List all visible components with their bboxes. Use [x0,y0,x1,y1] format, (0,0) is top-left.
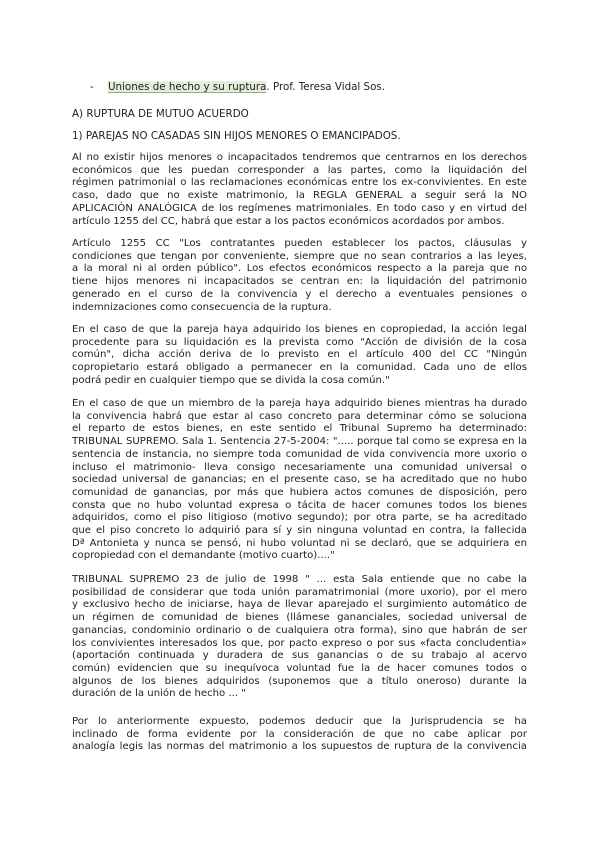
paragraph-6 [72,716,527,754]
text-line: duración de la unión de hecho ... " [72,688,246,700]
text-line: TRIBUNAL SUPREMO. Sala 1. Sentencia 27-5-2004: "..... porque tal como se expresa en la [72,436,527,448]
text-line: incluso el matrimonio- lleva consigo necesariamente una comunidad universal o [72,461,527,473]
text-line: procedente para su liquidación es la prevista como "Acción de división de la cosa [72,336,527,348]
text-line: Al no existir hijos menores o incapacitados tendremos que centrarnos en los derechos [72,152,527,163]
text-line: Por lo anteriormente expuesto, podemos deducir que la Jurisprudencia se ha [72,716,527,727]
paragraph-1 [72,152,527,228]
text-line: comunidad de ganancias, por más que hubiera actos comunes de disposición, pero [72,486,527,498]
text-line: (aportación continuada y duradera de sus ganancias o de su trabajo al acervo [72,650,527,662]
text-line: adquiridos, como el piso litigioso (motivo segundo); por otra parte, se ha acreditado [72,512,527,524]
text-line: los convivientes interesados los que, por pacto expreso o por sus «facta concludentia» [72,637,527,649]
text-line: indemnizaciones como consecuencia de la ruptura. [72,301,332,313]
text-line: consta que no hubo voluntad expresa o tácita de hacer comunes todos los bienes [72,499,527,511]
section-heading-a: A) RUPTURA DE MUTUO ACUERDO [72,108,249,120]
bullet-dash: - [90,81,94,93]
text-line: régimen patrimonial o las reclamaciones económicas entre los ex-convivientes. En este [72,177,527,189]
text-line: que el piso concreto lo adquirió para sí y sin ninguna voluntad en contra, la fallecida [72,525,527,537]
text-line: condiciones que tengan por conveniente, siempre que no sean contrarios a las leyes, [72,250,527,262]
title-author: . Prof. Teresa Vidal Sos. [266,81,386,93]
text-line: Dª Antonieta y nunca se pensó, ni hubo voluntad ni se declaró, que se adquiriera en [72,537,527,549]
text-line: posibilidad de considerar que toda unión paramatrimonial (more uxorio), por el mero [72,586,527,598]
text-line: caso, dado que no existe matrimonio, la REGLA GENERAL a seguir será la NO [72,190,527,202]
text-line: generado en el curso de la convivencia y el derecho a eventuales pensiones o [72,288,527,300]
text-line: TRIBUNAL SUPREMO 23 de julio de 1998 " ... esta Sala entiende que no cabe la [72,574,527,585]
paragraph-3 [72,324,527,388]
text-line: un régimen de comunidad de bienes (llámese gananciales, sociedad universal de [72,612,527,624]
text-line: En el caso de que un miembro de la pareja haya adquirido bienes mientras ha durado [72,398,527,409]
paragraph-4 [72,398,527,563]
text-line: En el caso de que la pareja haya adquirido los bienes en copropiedad, la acción legal [72,324,527,335]
text-line: la convivencia habrá que estar al caso concreto para determinar cómo se soluciona [72,410,527,422]
text-line: algunos de los bienes adquiridos (suponemos que a título oneroso) durante la [72,675,527,687]
text-line: a la moral ni al orden público". Los efectos económicos respecto a la pareja que no [72,263,527,275]
text-line: ganancias, condominio ordinario o de cualquiera otra forma), sino que habrán de ser [72,624,527,636]
text-line: económicos que les puedan corresponder a las partes, como la liquidación del [72,164,527,176]
text-line: inclinado de forma evidente por la consideración de que no cabe aplicar por [72,728,527,740]
text-line: APLICACIÓN ANALÓGICA de los regímenes matrimoniales. En todo caso y en virtud del [72,202,527,214]
text-line: tiene hijos menores ni incapacitados se centran en: la liquidación del patrimonio [72,276,527,288]
text-line: podrá pedir en cualquier tiempo que se divida la cosa común." [72,374,390,386]
text-line: común", dicha acción deriva de lo previsto en el artículo 400 del CC "Ningún [72,349,527,361]
title-highlight-link[interactable]: Uniones de hecho y su ruptura [108,81,267,93]
text-line: Artículo 1255 CC "Los contratantes pueden establecer los pactos, cláusulas y [72,238,527,249]
text-line: y exclusivo hecho de iniciarse, haya de llevar aparejado el surgimiento automático de [72,599,527,611]
text-line: analogía legis las normas del matrimonio a los supuestos de ruptura de la convivencia [72,741,527,753]
text-line: común) evidencien que su inequívoca voluntad fue la de hacer comunes todos o [72,662,527,674]
paragraph-5 [72,574,527,701]
text-line: el reparto de estos bienes, en este sentido el Tribunal Supremo ha determinado: [72,423,527,435]
text-line: artículo 1255 del CC, habrá que estar a los pactos económicos acordados por ambos. [72,215,505,227]
document-title [90,80,385,94]
text-line: sociedad universal de ganancias; en el presente caso, se ha acreditado que no hubo [72,474,527,486]
text-line: copropiedad con el demandante (motivo cuarto)...." [72,550,335,562]
paragraph-2 [72,238,527,314]
section-heading-1: 1) PAREJAS NO CASADAS SIN HIJOS MENORES O EMANCIPADOS. [72,130,401,142]
text-line: sentencia de instancia, no siempre toda comunidad de vida convivencia more uxorio o [72,448,527,460]
text-line: copropietario estará obligado a permanecer en la comunidad. Cada uno de ellos [72,362,527,374]
